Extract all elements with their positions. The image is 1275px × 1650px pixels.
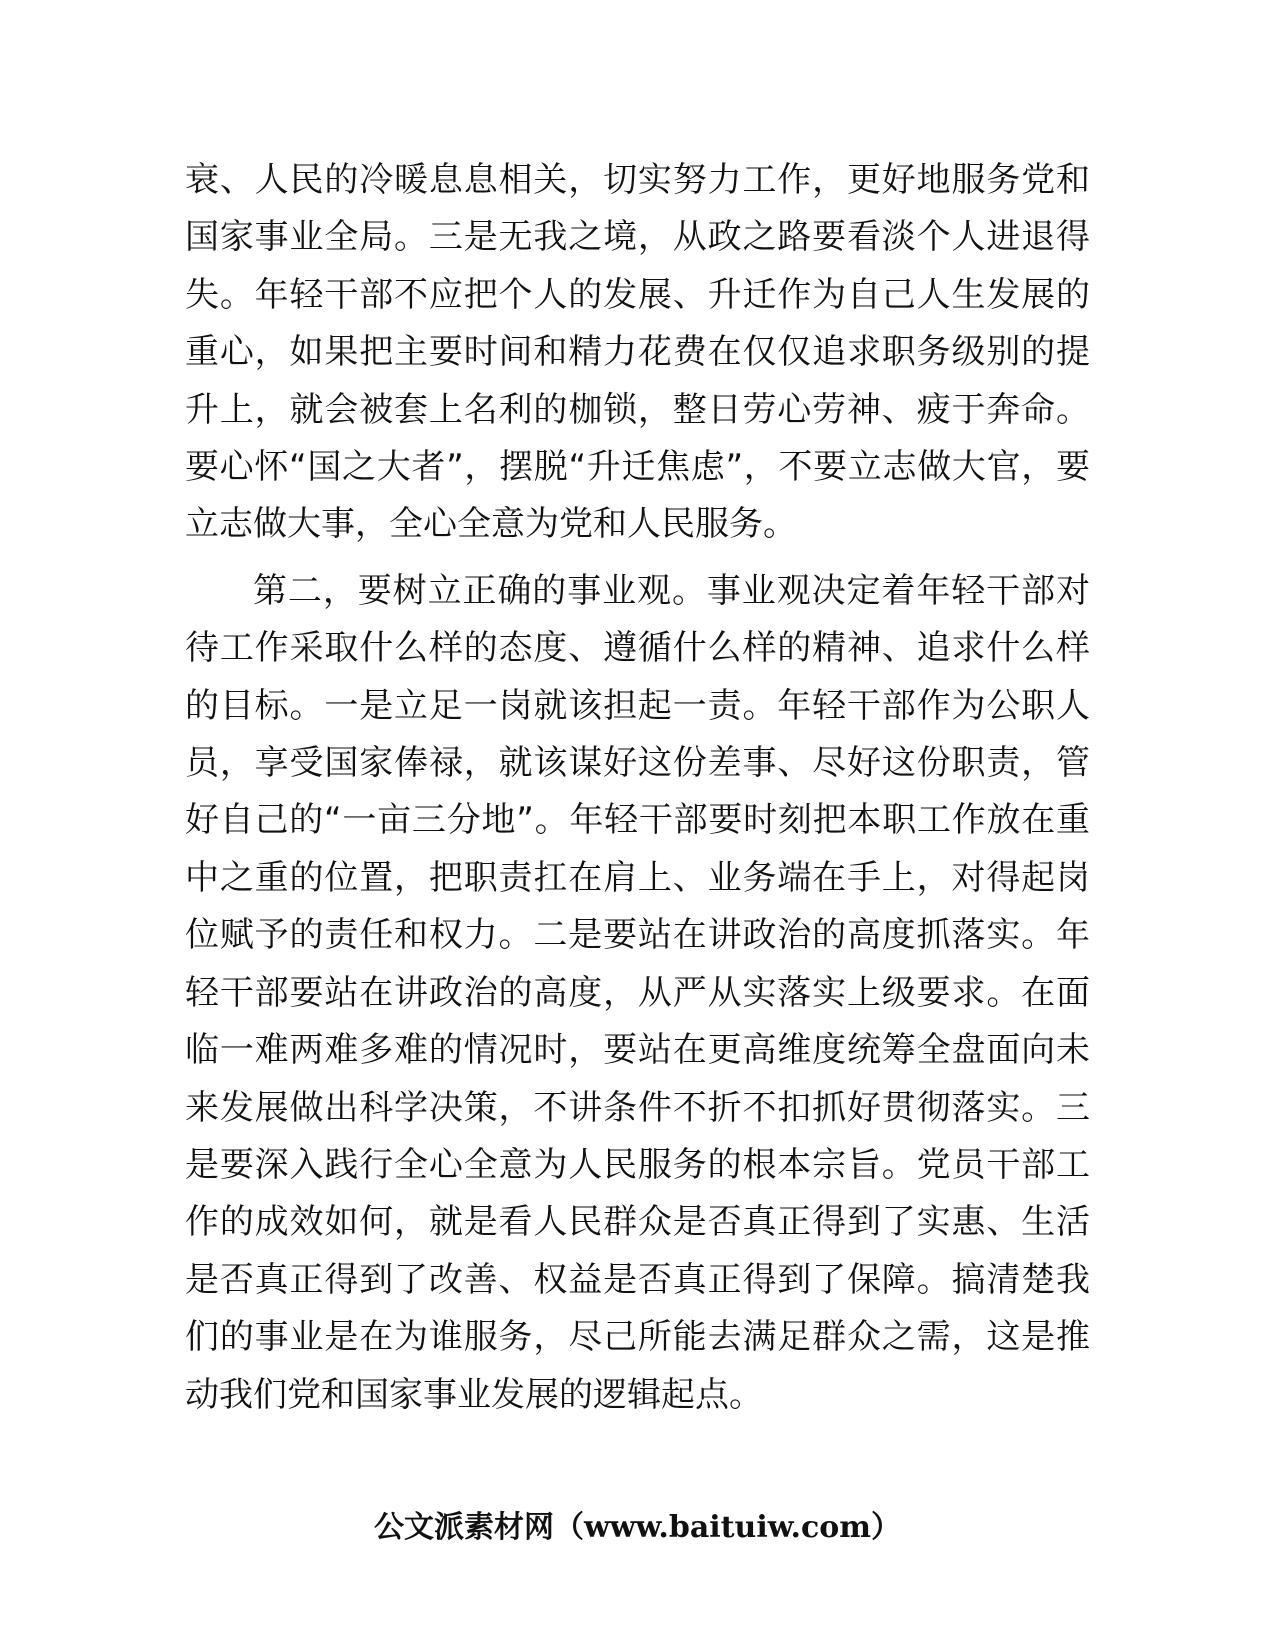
paragraph-career-view: 第二，要树立正确的事业观。事业观决定着年轻干部对待工作采取什么样的态度、遵循什么样的精神、追求什么样的目标。一是立足一岗就该担起一责。年轻干部作为公职人员，享受国家俸禄，就该谋好这份差事、尽好这份职责，管好自己的“一亩三分地”。年轻干部要时刻把本职工作放在重中之重的位置，把职责扛在肩上、业务端在手上，对得起岗位赋予的责任和权力。二是要站在讲政治的高度抓落实。年轻干部要站在讲政治的高度，从严从实落实上级要求。在面临一难两难多难的情况时，要站在更高维度统筹全盘面向未来发展做出科学决策，不讲条件不折不扣抓好贯彻落实。三是要深入践行全心全意为人民服务的根本宗旨。党员干部工作的成效如何，就是看人民群众是否真正得到了实惠、生活是否真正得到了改善、权益是否真正得到了保障。搞清楚我们的事业是在为谁服务，尽己所能去满足群众之需，这是推动我们党和国家事业发展的逻辑起点。 — [185, 570, 1090, 1415]
document-body — [185, 152, 1090, 1424]
paragraph-continued: 衰、人民的冷暖息息相关，切实努力工作，更好地服务党和国家事业全局。三是无我之境，从政之路要看淡个人进退得失。年轻干部不应把个人的发展、升迁作为自己人生发展的重心，如果把主要时间和精力花费在仅仅追求职务级别的提升上，就会被套上名利的枷锁，整日劳心劳神、疲于奔命。要心怀“国之大者”，摆脱“升迁焦虑”，不要立志做大官，要立志做大事，全心全意为党和人民服务。 — [185, 160, 1090, 545]
footer-watermark: 公文派素材网（www.baituiw.com） — [373, 1510, 902, 1545]
